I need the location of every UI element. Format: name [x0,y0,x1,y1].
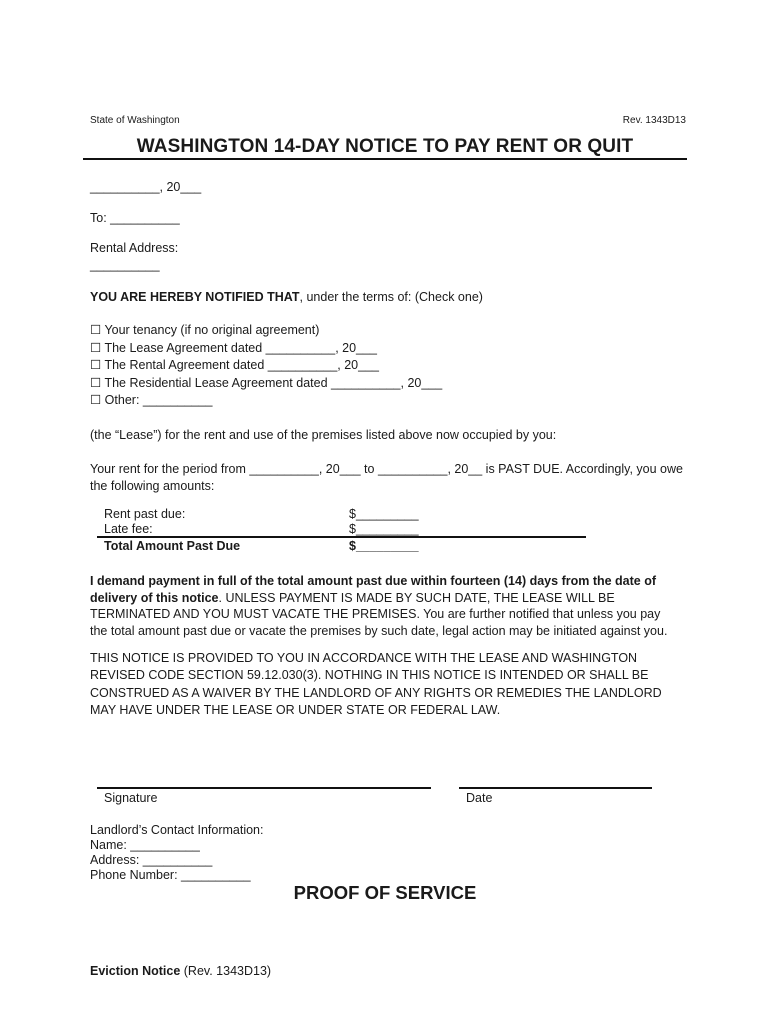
notified-rest: , under the terms of: (Check one) [299,290,483,304]
landlord-name: Name: __________ [90,838,200,852]
option-tenancy[interactable]: ☐ Your tenancy (if no original agreement) [90,323,320,337]
to-line: To: __________ [90,211,180,225]
signature-label: Signature [104,791,158,805]
footer [90,964,271,978]
footer-rest: (Rev. 1343D13) [180,964,272,978]
option-residential-lease[interactable]: ☐ The Residential Lease Agreement dated __________, 20___ [90,375,443,390]
landlord-phone: Phone Number: __________ [90,868,251,882]
rental-address-value: __________ [90,258,160,272]
revision-label: Rev. 1343D13 [622,115,686,126]
demand-bold: I demand payment in full of the total amount past due within fourteen (14) days from the date of delivery of this notice [90,574,657,605]
rent-past-due-label: Rent past due: [104,507,186,521]
footer-bold: Eviction Notice [90,964,181,978]
total-past-due-value: $_________ [349,539,419,553]
date-line: __________, 20___ [90,180,202,194]
landlord-contact-heading: Landlord’s Contact Information: [90,823,264,837]
notified-line [90,290,483,304]
amounts-divider [97,536,586,538]
options-list [90,322,442,410]
notified-bold: YOU ARE HEREBY NOTIFIED THAT [90,290,300,304]
date-signature-line[interactable] [459,787,652,789]
total-past-due-label: Total Amount Past Due [104,539,241,553]
rent-past-due-value: $_________ [349,507,419,521]
landlord-address: Address: __________ [90,853,213,867]
late-fee-label: Late fee: [104,522,153,536]
date-label: Date [466,791,493,805]
option-other[interactable]: ☐ Other: __________ [90,393,213,407]
lease-line: (the “Lease”) for the rent and use of the premises listed above now occupied by you: [90,428,557,442]
demand-paragraph [90,573,670,639]
late-fee-value: $_________ [349,522,419,536]
rent-period-paragraph: Your rent for the period from __________, 20___ to __________, 20__ is PAST DUE. Accordingly, you owe the following amounts: [90,462,683,493]
proof-of-service-title: PROOF OF SERVICE [293,882,477,903]
option-rental-agreement[interactable]: ☐ The Rental Agreement dated __________, 20___ [90,358,379,372]
rental-address-label: Rental Address: [90,241,179,255]
state-label: State of Washington [90,115,180,126]
document-title: WASHINGTON 14-DAY NOTICE TO PAY RENT OR QUIT [136,136,634,157]
signature-line[interactable] [97,787,431,789]
notice-paragraph: THIS NOTICE IS PROVIDED TO YOU IN ACCORDANCE WITH THE LEASE AND WASHINGTON REVISED CODE SECTION 59.12.030(3). NOTHING IN THIS NOTICE IS INTENDED OR SHALL BE CONSTRUED AS A WAIVER BY THE LANDLORD OF ANY RIGHTS OR REMEDIES THE LANDLORD MAY HAVE UNDER THE LEASE OR UNDER STATE OR FEDERAL LAW. [90,651,662,717]
demand-rest: . UNLESS PAYMENT IS MADE BY SUCH DATE, THE LEASE WILL BE TERMINATED AND YOU MUST VACATE THE PREMISES. You are further notified that unless you pay the total amount past due or vacate the premises by such date, legal action may be initiated against you. [90,590,668,638]
title-underline [83,158,687,160]
option-lease-agreement[interactable]: ☐ The Lease Agreement dated __________, 20___ [90,340,377,355]
